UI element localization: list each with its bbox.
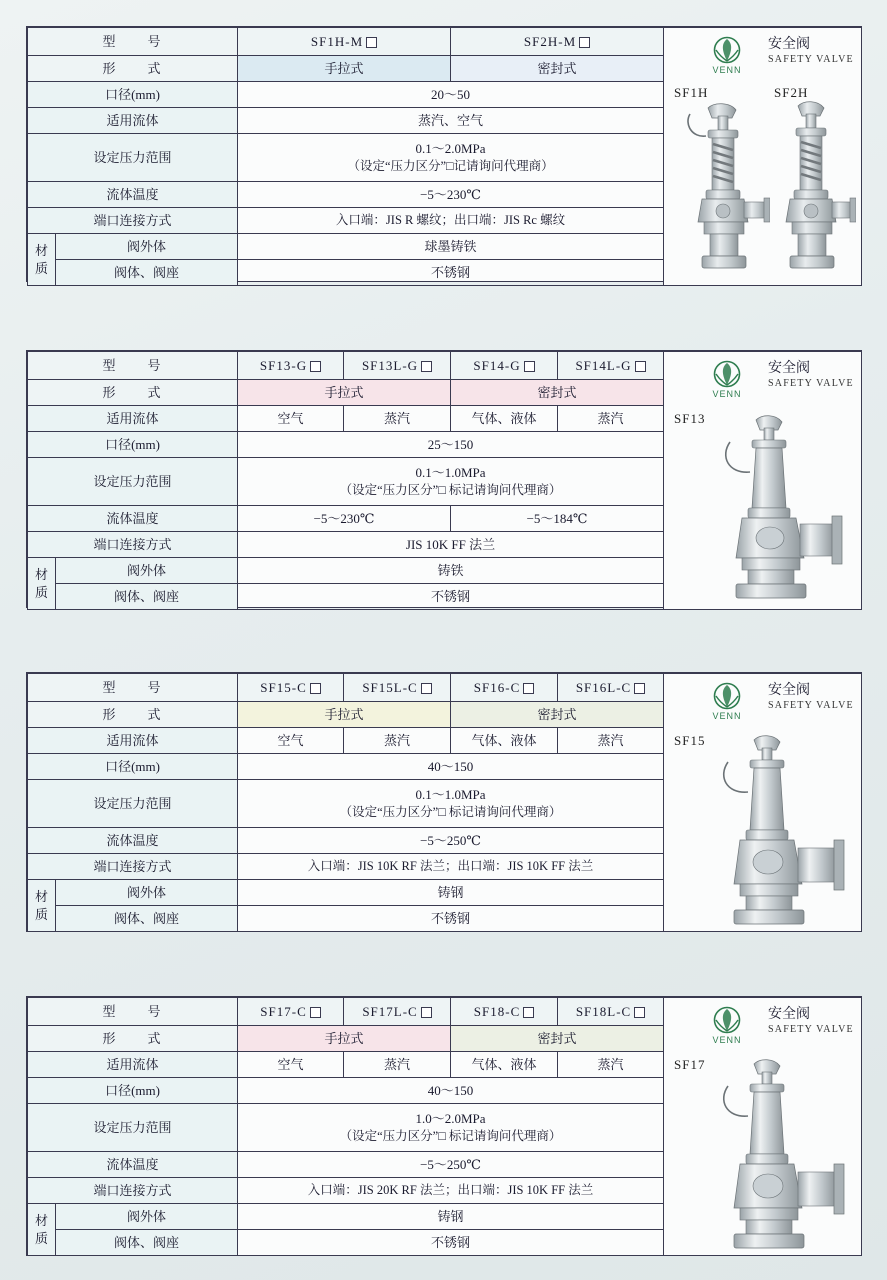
value-fluid: 蒸汽、空气 [238,108,664,134]
venn-logo-icon [704,680,750,720]
checkbox-square-icon [421,683,432,694]
label-form: 形 式 [28,380,238,406]
model-sf16l-c [558,674,664,702]
product-image-cell-sf17 [664,998,862,1256]
brand-name [768,1006,854,1036]
value-fluid-3: 气体、液体 [451,728,558,754]
label-material-char2: 质 [34,906,48,922]
label-connection: 端口连接方式 [28,208,238,234]
model-text: SF14-G [473,357,521,373]
spec-table-sf15 [27,673,862,932]
model-text: SF16L-C [575,679,632,695]
value-bore: 20～50 [238,82,664,108]
spec-table-sf17 [27,997,862,1256]
brand-name-cn: 安全阀 [768,1007,811,1022]
label-fluid: 适用流体 [28,406,238,432]
label-material [28,880,56,932]
checkbox-square-icon [524,361,535,372]
value-body-outer: 铸铁 [238,558,664,584]
venn-logo-icon [704,1004,750,1044]
label-temp: 流体温度 [28,828,238,854]
label-form: 形 式 [28,1026,238,1052]
model-text: SF13L-G [361,357,419,373]
model-sf18-c [451,998,558,1026]
label-material-char1: 材 [34,242,48,258]
label-material-char2: 质 [34,584,48,600]
model-text: SF14L-G [575,357,632,373]
model-text: SF2H-M [523,33,577,49]
value-connection: JIS 10K FF 法兰 [238,532,664,558]
value-bore: 40～150 [238,1078,664,1104]
venn-logo-icon [704,358,750,398]
checkbox-square-icon [523,683,534,694]
label-body-outer: 阀外体 [56,880,238,906]
label-bore: 口径(mm) [28,754,238,780]
image-code-sf1h: SF1H [674,85,709,100]
value-body-seat: 不锈钢 [238,260,664,286]
value-fluid-1: 空气 [238,406,344,432]
label-temp: 流体温度 [28,1152,238,1178]
form-value-hand: 手拉式 [238,380,451,406]
label-pressure-range: 设定压力范围 [28,1104,238,1152]
checkbox-square-icon [634,1007,645,1018]
value-fluid-4: 蒸汽 [558,406,664,432]
label-model: 型 号 [28,352,238,380]
label-material [28,234,56,286]
value-body-seat: 不锈钢 [238,584,664,610]
pressure-line-1: 0.1～2.0MPa [415,141,486,157]
image-code-sf15: SF15 [674,733,706,748]
brand-name-en: SAFETY VALVE [768,53,854,65]
pressure-line-2: （设定“压力区分”□ 标记请询问代理商） [339,1128,562,1143]
value-body-seat: 不锈钢 [238,1230,664,1256]
value-temp: −5～250℃ [238,828,664,854]
label-body-seat: 阀体、阀座 [56,584,238,610]
model-text: SF16-C [473,679,521,695]
checkbox-square-icon [310,683,321,694]
model-sf13l-g [344,352,451,380]
value-body-outer: 铸钢 [238,1204,664,1230]
pressure-line-1: 0.1～1.0MPa [415,787,486,803]
brand-name-cn: 安全阀 [768,361,811,376]
value-fluid-1: 空气 [238,728,344,754]
value-connection: 入口端：JIS 10K RF 法兰；出口端：JIS 10K FF 法兰 [238,854,664,880]
value-fluid-3: 气体、液体 [451,406,558,432]
model-sf14-g [451,352,558,380]
product-image-cell-sf1h [664,28,862,286]
label-temp: 流体温度 [28,506,238,532]
model-text: SF13-G [259,357,308,373]
valve-illustration-sf17 [704,1058,858,1250]
label-pressure-range: 设定压力范围 [28,134,238,182]
label-connection: 端口连接方式 [28,854,238,880]
model-sf15l-c [344,674,451,702]
spec-block-sf1h [26,26,862,282]
value-temp-left: −5～230℃ [238,506,451,532]
label-bore: 口径(mm) [28,82,238,108]
spec-block-sf17 [26,996,862,1256]
valve-illustration-sf1h [678,98,770,273]
value-fluid-1: 空气 [238,1052,344,1078]
svg-text:VENN: VENN [712,711,742,721]
pressure-line-1: 1.0～2.0MPa [415,1111,486,1127]
form-value-sealed: 密封式 [451,380,664,406]
label-material [28,558,56,610]
pressure-line-2: （设定“压力区分”□ 标记请询问代理商） [339,482,562,497]
value-pressure-range [238,1104,664,1152]
model-text: SF17-C [260,1003,307,1019]
checkbox-square-icon [523,1007,534,1018]
venn-logo-icon [704,34,750,74]
label-bore: 口径(mm) [28,432,238,458]
model-text: SF17L-C [362,1003,418,1019]
value-fluid-2: 蒸汽 [344,1052,451,1078]
value-body-outer: 球墨铸铁 [238,234,664,260]
label-material-char1: 材 [34,888,48,904]
brand-name-cn: 安全阀 [768,37,811,52]
value-pressure-range [238,134,664,182]
checkbox-square-icon [366,37,377,48]
label-material-char2: 质 [34,1230,48,1246]
svg-text:VENN: VENN [712,389,742,399]
model-text: SF18L-C [575,1003,632,1019]
model-sf1h-m [238,28,451,56]
label-body-outer: 阀外体 [56,1204,238,1230]
value-bore: 40～150 [238,754,664,780]
label-body-outer: 阀外体 [56,234,238,260]
product-image-cell-sf15 [664,674,862,932]
image-code-sf13: SF13 [674,411,706,426]
label-model: 型 号 [28,998,238,1026]
model-sf14l-g [558,352,664,380]
form-value-sealed: 密封式 [451,56,664,82]
value-connection: 入口端：JIS R 螺纹；出口端：JIS Rc 螺纹 [238,208,664,234]
product-image-cell-sf13 [664,352,862,610]
svg-text:VENN: VENN [712,65,742,75]
checkbox-square-icon [635,361,646,372]
value-fluid-2: 蒸汽 [344,406,451,432]
model-text: SF18-C [473,1003,521,1019]
valve-illustration-sf15 [704,734,858,926]
label-body-seat: 阀体、阀座 [56,260,238,286]
brand-name [768,36,854,66]
value-fluid-2: 蒸汽 [344,728,451,754]
label-body-outer: 阀外体 [56,558,238,584]
brand-name [768,682,854,712]
valve-illustration-sf13 [708,412,858,602]
pressure-line-1: 0.1～1.0MPa [415,465,486,481]
label-model: 型 号 [28,674,238,702]
value-temp: −5～230℃ [238,182,664,208]
model-sf13-g [238,352,344,380]
label-fluid: 适用流体 [28,1052,238,1078]
model-text: SF15L-C [362,679,418,695]
value-body-seat: 不锈钢 [238,906,664,932]
value-pressure-range [238,458,664,506]
label-material-char1: 材 [34,566,48,582]
checkbox-square-icon [421,361,432,372]
spec-block-sf13 [26,350,862,608]
value-fluid-4: 蒸汽 [558,1052,664,1078]
checkbox-square-icon [421,1007,432,1018]
model-sf16-c [451,674,558,702]
label-pressure-range: 设定压力范围 [28,458,238,506]
label-material-char1: 材 [34,1212,48,1228]
pressure-line-2: （设定“压力区分”□ 标记请询问代理商） [339,804,562,819]
value-connection: 入口端：JIS 20K RF 法兰；出口端：JIS 10K FF 法兰 [238,1178,664,1204]
model-sf17l-c [344,998,451,1026]
brand-name-en: SAFETY VALVE [768,699,854,711]
value-temp-right: −5～184℃ [451,506,664,532]
value-fluid-3: 气体、液体 [451,1052,558,1078]
form-value-hand: 手拉式 [238,1026,451,1052]
spec-table-sf1h [27,27,862,286]
label-form: 形 式 [28,56,238,82]
brand-name-en: SAFETY VALVE [768,1023,854,1035]
label-model: 型 号 [28,28,238,56]
pressure-line-2: （设定“压力区分”□记请询问代理商） [347,158,554,173]
value-pressure-range [238,780,664,828]
value-body-outer: 铸钢 [238,880,664,906]
image-code-sf2h: SF2H [774,85,809,100]
image-code-sf17: SF17 [674,1057,706,1072]
checkbox-square-icon [310,1007,321,1018]
spec-table-sf13 [27,351,862,610]
checkbox-square-icon [579,37,590,48]
model-sf15-c [238,674,344,702]
model-sf17-c [238,998,344,1026]
value-temp: −5～250℃ [238,1152,664,1178]
spec-block-sf15 [26,672,862,932]
checkbox-square-icon [634,683,645,694]
label-fluid: 适用流体 [28,728,238,754]
checkbox-square-icon [310,361,321,372]
label-connection: 端口连接方式 [28,1178,238,1204]
label-material [28,1204,56,1256]
label-temp: 流体温度 [28,182,238,208]
svg-text:VENN: VENN [712,1035,742,1045]
label-body-seat: 阀体、阀座 [56,1230,238,1256]
label-connection: 端口连接方式 [28,532,238,558]
value-bore: 25～150 [238,432,664,458]
valve-illustration-sf2h [770,98,856,273]
label-material-char2: 质 [34,260,48,276]
model-text: SF15-C [260,679,307,695]
model-sf18l-c [558,998,664,1026]
model-text: SF1H-M [310,33,364,49]
label-pressure-range: 设定压力范围 [28,780,238,828]
form-value-sealed: 密封式 [451,702,664,728]
form-value-hand: 手拉式 [238,702,451,728]
form-value-sealed: 密封式 [451,1026,664,1052]
brand-name-cn: 安全阀 [768,683,811,698]
brand-name [768,360,854,390]
value-fluid-4: 蒸汽 [558,728,664,754]
label-form: 形 式 [28,702,238,728]
label-body-seat: 阀体、阀座 [56,906,238,932]
brand-name-en: SAFETY VALVE [768,377,854,389]
label-bore: 口径(mm) [28,1078,238,1104]
model-sf2h-m [451,28,664,56]
form-value-hand: 手拉式 [238,56,451,82]
label-fluid: 适用流体 [28,108,238,134]
